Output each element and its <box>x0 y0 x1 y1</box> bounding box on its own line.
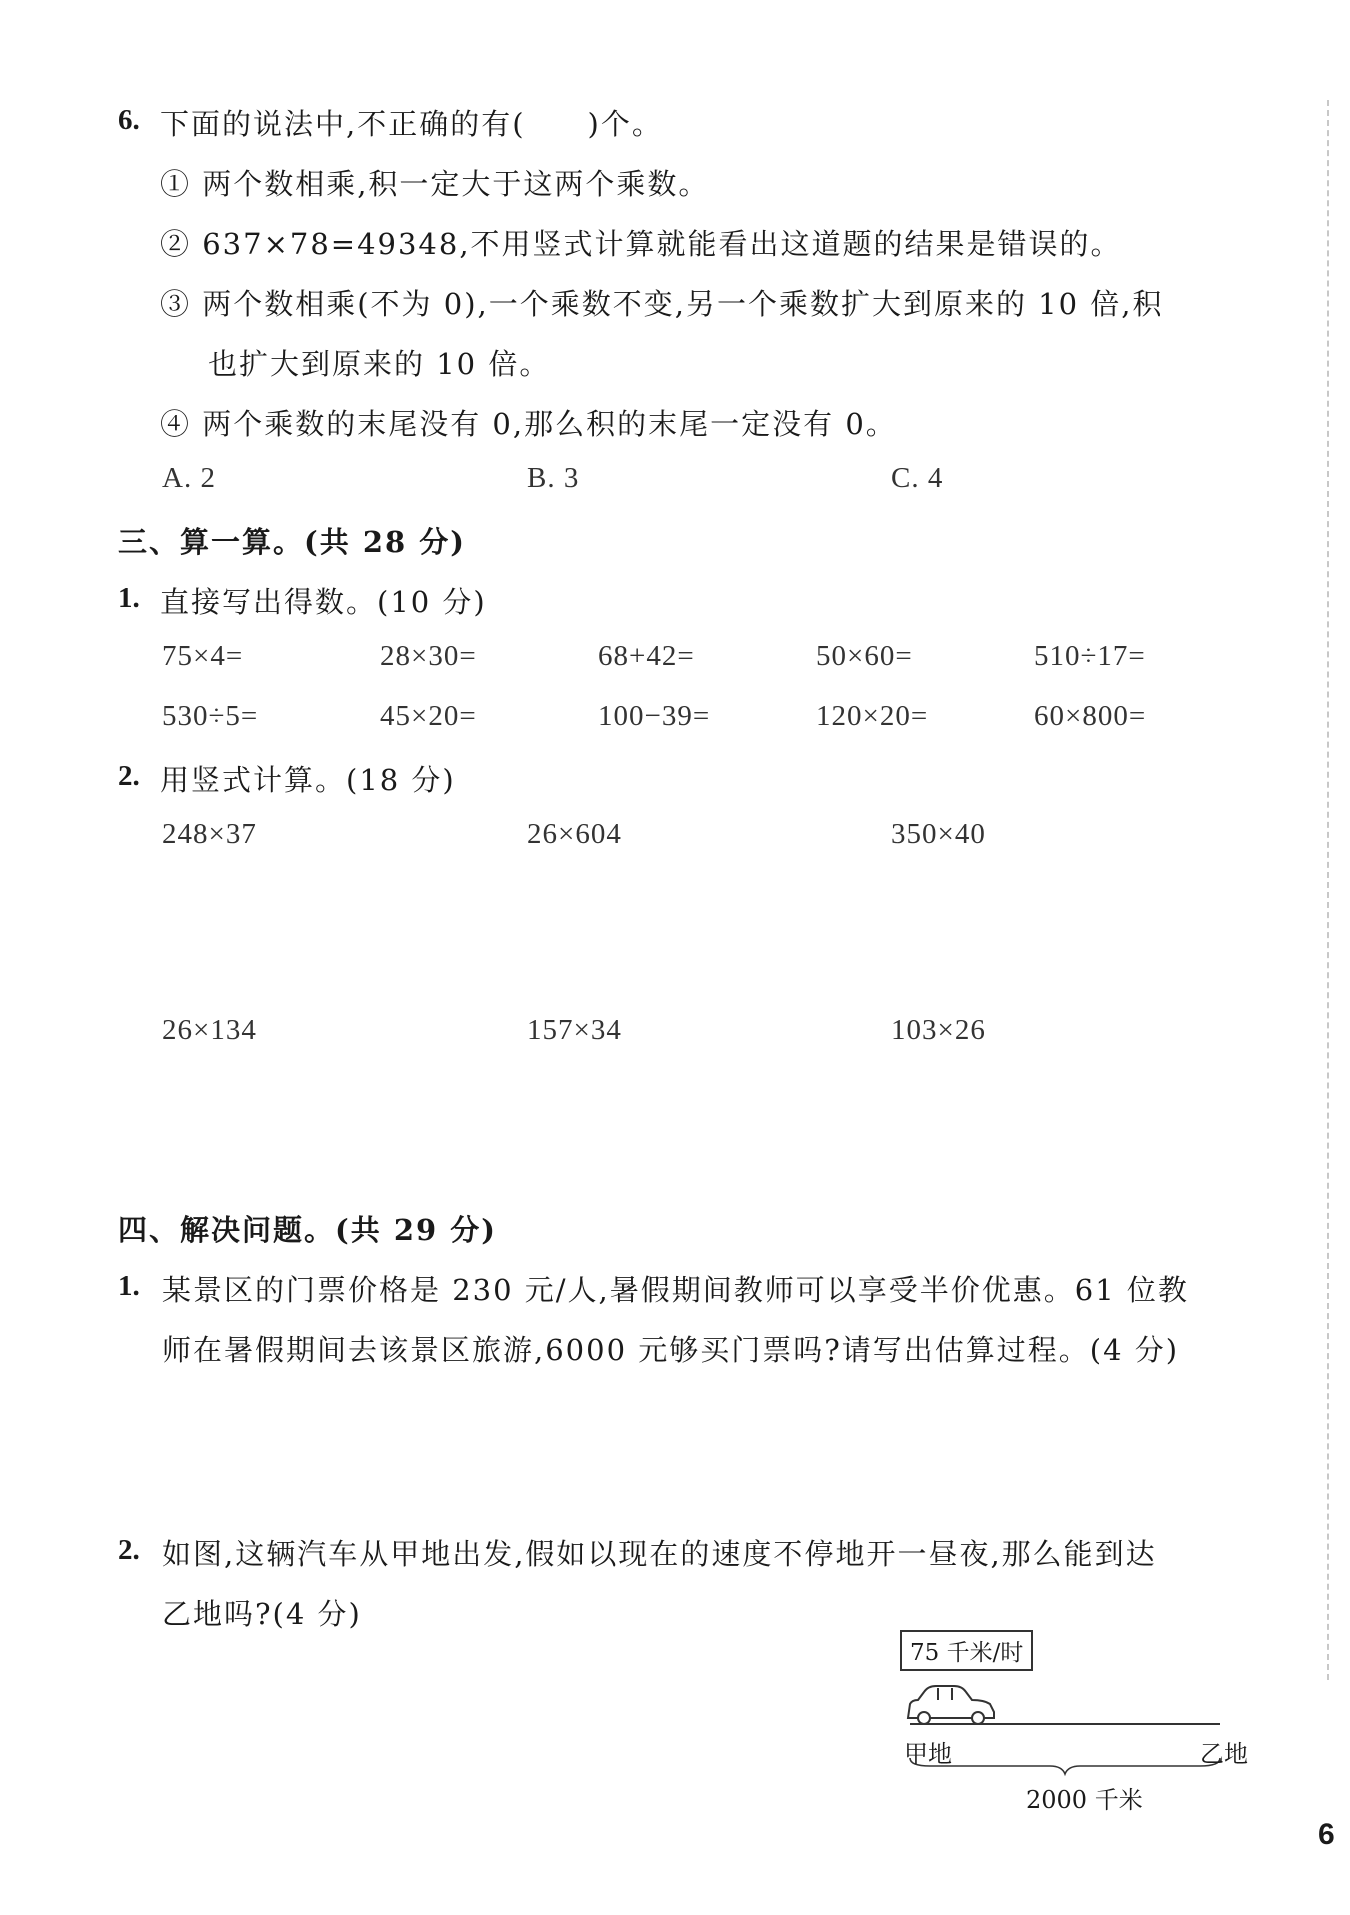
section4-title: 四、解决问题。(共 29 分) <box>118 1213 497 1247</box>
q6-option-a: A. 2 <box>162 462 216 494</box>
mental-calc-2-5: 60×800= <box>1034 700 1147 732</box>
q6-item-3: ③ 两个数相乘(不为 0),一个乘数不变,另一个乘数扩大到原来的 10 倍,积 <box>160 287 1164 321</box>
s3-q1-text: 直接写出得数。(10 分) <box>160 585 487 619</box>
mental-calc-1-4: 50×60= <box>816 640 913 672</box>
page-number: 6 <box>1318 1818 1335 1851</box>
vertical-calc-2-1: 26×134 <box>162 1014 257 1046</box>
mental-calc-1-2: 28×30= <box>380 640 477 672</box>
section3-title: 三、算一算。(共 28 分) <box>118 525 466 559</box>
q6-item-2: ② 637×78=49348,不用竖式计算就能看出这道题的结果是错误的。 <box>160 227 1122 261</box>
speed-label-box <box>900 1630 1033 1671</box>
q6-stem: 下面的说法中,不正确的有( )个。 <box>160 107 663 141</box>
mental-calc-2-3: 100−39= <box>598 700 711 732</box>
margin-dashed-line <box>1327 100 1329 1680</box>
mental-calc-2-4: 120×20= <box>816 700 929 732</box>
mental-calc-2-1: 530÷5= <box>162 700 259 732</box>
distance-brace <box>910 1758 1220 1774</box>
s3-q2-text: 用竖式计算。(18 分) <box>160 763 456 797</box>
end-label: 乙地 <box>1200 1740 1248 1768</box>
vertical-calc-2-3: 103×26 <box>891 1014 986 1046</box>
distance-label: 2000 千米 <box>1026 1786 1143 1814</box>
q6-item-3-cont: 也扩大到原来的 10 倍。 <box>208 347 551 381</box>
vertical-calc-1-2: 26×604 <box>527 818 622 850</box>
vertical-calc-2-2: 157×34 <box>527 1014 622 1046</box>
q6-option-c: C. 4 <box>891 462 944 494</box>
mental-calc-1-1: 75×4= <box>162 640 244 672</box>
car-icon <box>908 1686 994 1724</box>
s4-q2-line2: 乙地吗?(4 分) <box>162 1597 362 1631</box>
s3-q2-number: 2. <box>118 760 140 792</box>
start-label: 甲地 <box>904 1740 952 1768</box>
mental-calc-1-5: 510÷17= <box>1034 640 1146 672</box>
vertical-calc-1-1: 248×37 <box>162 818 257 850</box>
s4-q2-number: 2. <box>118 1534 140 1566</box>
s4-q2-line1: 如图,这辆汽车从甲地出发,假如以现在的速度不停地开一昼夜,那么能到达 <box>162 1537 1157 1571</box>
s4-q1-line1: 某景区的门票价格是 230 元/人,暑假期间教师可以享受半价优惠。61 位教 <box>162 1273 1189 1307</box>
s4-q1-number: 1. <box>118 1270 140 1302</box>
s3-q1-number: 1. <box>118 582 140 614</box>
mental-calc-1-3: 68+42= <box>598 640 695 672</box>
vertical-calc-1-3: 350×40 <box>891 818 986 850</box>
speed-label: 75 千米/时 <box>910 1640 1024 1666</box>
mental-calc-2-2: 45×20= <box>380 700 477 732</box>
q6-option-b: B. 3 <box>527 462 580 494</box>
q6-item-4: ④ 两个乘数的末尾没有 0,那么积的末尾一定没有 0。 <box>160 407 897 441</box>
s4-q1-line2: 师在暑假期间去该景区旅游,6000 元够买门票吗?请写出估算过程。(4 分) <box>162 1333 1180 1367</box>
q6-item-1: ① 两个数相乘,积一定大于这两个乘数。 <box>160 167 710 201</box>
q6-number: 6. <box>118 104 140 136</box>
